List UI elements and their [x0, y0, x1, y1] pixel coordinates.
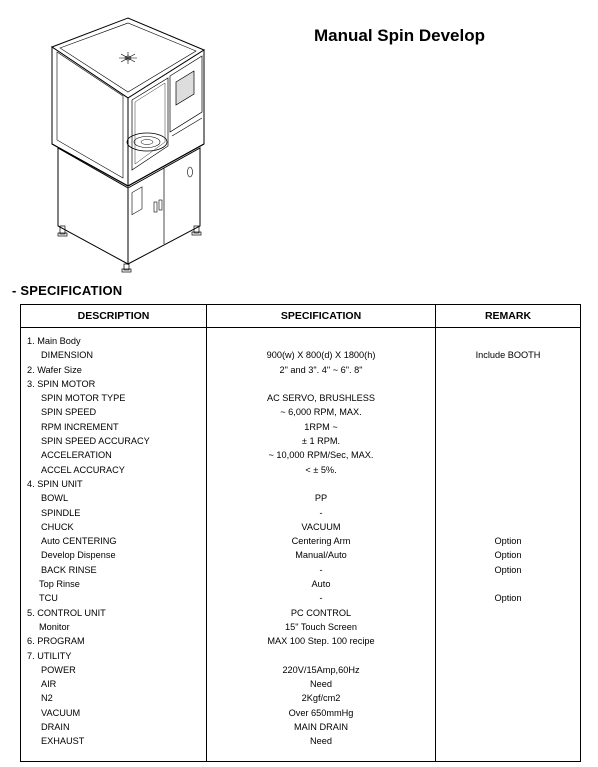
remark-cell: [436, 506, 580, 520]
specification-cell: -: [319, 564, 323, 575]
description-cell: SPIN SPEED: [41, 407, 97, 418]
specification-cell: [207, 477, 435, 491]
specification-cell: Centering Arm: [291, 536, 351, 547]
header-remark: REMARK: [436, 305, 581, 328]
description-cell: 6. PROGRAM: [27, 636, 85, 647]
specification-cell: 15" Touch Screen: [284, 621, 358, 632]
description-cell: ACCEL ACCURACY: [41, 464, 125, 475]
spin-develop-machine-illustration: [50, 14, 212, 274]
description-cell: DIMENSION: [41, 350, 94, 361]
remark-cell: [436, 463, 580, 477]
specification-cell: ± 1 RPM.: [301, 436, 341, 447]
specification-cell: 1RPM ~: [304, 421, 338, 432]
specification-cell: PC CONTROL: [290, 607, 352, 618]
remark-cell: [436, 448, 580, 462]
remark-cell: [436, 634, 580, 648]
description-cell: POWER: [41, 664, 76, 675]
remark-cell: [436, 720, 580, 734]
specification-cell: < ± 5%.: [305, 464, 337, 475]
specification-cell: [207, 377, 435, 391]
description-cell: Auto CENTERING: [41, 536, 117, 547]
remark-cell: [436, 663, 580, 677]
description-cell: BACK RINSE: [41, 564, 97, 575]
specification-cell: ~ 6,000 RPM, MAX.: [280, 407, 362, 418]
remark-cell: [436, 477, 580, 491]
specification-cell: 900(w) X 800(d) X 1800(h): [266, 350, 376, 361]
specification-cell: ~ 10,000 RPM/Sec, MAX.: [268, 450, 374, 461]
remark-cell: [436, 677, 580, 691]
table-header-row: [21, 305, 581, 328]
specification-cell: 2" and 3". 4" ~ 6". 8": [279, 364, 363, 375]
specification-cell: AC SERVO, BRUSHLESS: [266, 393, 376, 404]
specification-cell: [207, 649, 435, 663]
description-cell: 5. CONTROL UNIT: [27, 607, 106, 618]
remark-cell: Include BOOTH: [475, 350, 541, 361]
description-cell: TCU: [39, 593, 58, 604]
description-cell: DRAIN: [41, 722, 70, 733]
description-cell: RPM INCREMENT: [41, 421, 119, 432]
description-column: [21, 328, 207, 762]
description-cell: 1. Main Body: [27, 336, 81, 346]
remark-cell: [436, 420, 580, 434]
description-cell: Top Rinse: [39, 579, 80, 590]
header-description: DESCRIPTION: [21, 305, 207, 328]
remark-cell: [436, 649, 580, 663]
remark-cell: [436, 520, 580, 534]
specification-cell: [207, 334, 435, 348]
remark-cell: [436, 706, 580, 720]
remark-cell: [436, 620, 580, 634]
remark-column: [436, 328, 581, 762]
description-cell: AIR: [41, 679, 57, 690]
specification-cell: 2Kgf/cm2: [301, 693, 341, 704]
page-title: Manual Spin Develop: [314, 26, 485, 45]
specification-cell: VACUUM: [301, 521, 341, 532]
remark-cell: Option: [494, 550, 522, 561]
remark-cell: [436, 391, 580, 405]
description-cell: VACUUM: [41, 707, 81, 718]
specification-cell: MAIN DRAIN: [293, 722, 349, 733]
description-cell: CHUCK: [41, 521, 74, 532]
remark-cell: [436, 434, 580, 448]
description-cell: Monitor: [39, 621, 70, 632]
specification-cell: Over 650mmHg: [288, 707, 354, 718]
specification-heading: - SPECIFICATION: [12, 283, 123, 298]
specification-table: [20, 304, 581, 762]
description-cell: Develop Dispense: [41, 550, 116, 561]
remark-cell: [436, 734, 580, 748]
description-cell: 2. Wafer Size: [27, 364, 82, 375]
remark-cell: [436, 577, 580, 591]
remark-cell: [436, 334, 580, 348]
description-cell: 3. SPIN MOTOR: [27, 378, 96, 389]
description-cell: SPIN MOTOR TYPE: [41, 393, 126, 404]
description-cell: SPINDLE: [41, 507, 81, 518]
specification-cell: 220V/15Amp,60Hz: [282, 664, 360, 675]
specification-column: [207, 328, 436, 762]
description-cell: SPIN SPEED ACCURACY: [41, 436, 150, 447]
specification-cell: Need: [310, 679, 332, 690]
remark-cell: [436, 405, 580, 419]
remark-cell: [436, 377, 580, 391]
description-cell: ACCELERATION: [41, 450, 112, 461]
header-specification: SPECIFICATION: [207, 305, 436, 328]
specification-cell: MAX 100 Step. 100 recipe: [267, 636, 375, 647]
remark-cell: Option: [494, 536, 522, 547]
specification-cell: -: [319, 507, 323, 518]
remark-cell: [436, 691, 580, 705]
description-cell: N2: [41, 693, 53, 704]
specification-cell: Auto: [311, 579, 331, 590]
table-body-row: [21, 328, 581, 762]
description-cell: BOWL: [41, 493, 69, 504]
remark-cell: [436, 363, 580, 377]
description-cell: 7. UTILITY: [27, 650, 72, 661]
remark-cell: Option: [494, 564, 522, 575]
remark-cell: [436, 606, 580, 620]
remark-cell: [436, 491, 580, 505]
specification-cell: Manual/Auto: [295, 550, 347, 561]
specification-cell: -: [319, 593, 323, 604]
description-cell: 4. SPIN UNIT: [27, 478, 83, 489]
specification-cell: Need: [310, 736, 332, 747]
description-cell: EXHAUST: [41, 736, 85, 747]
remark-cell: Option: [494, 593, 522, 604]
specification-cell: PP: [314, 493, 328, 504]
